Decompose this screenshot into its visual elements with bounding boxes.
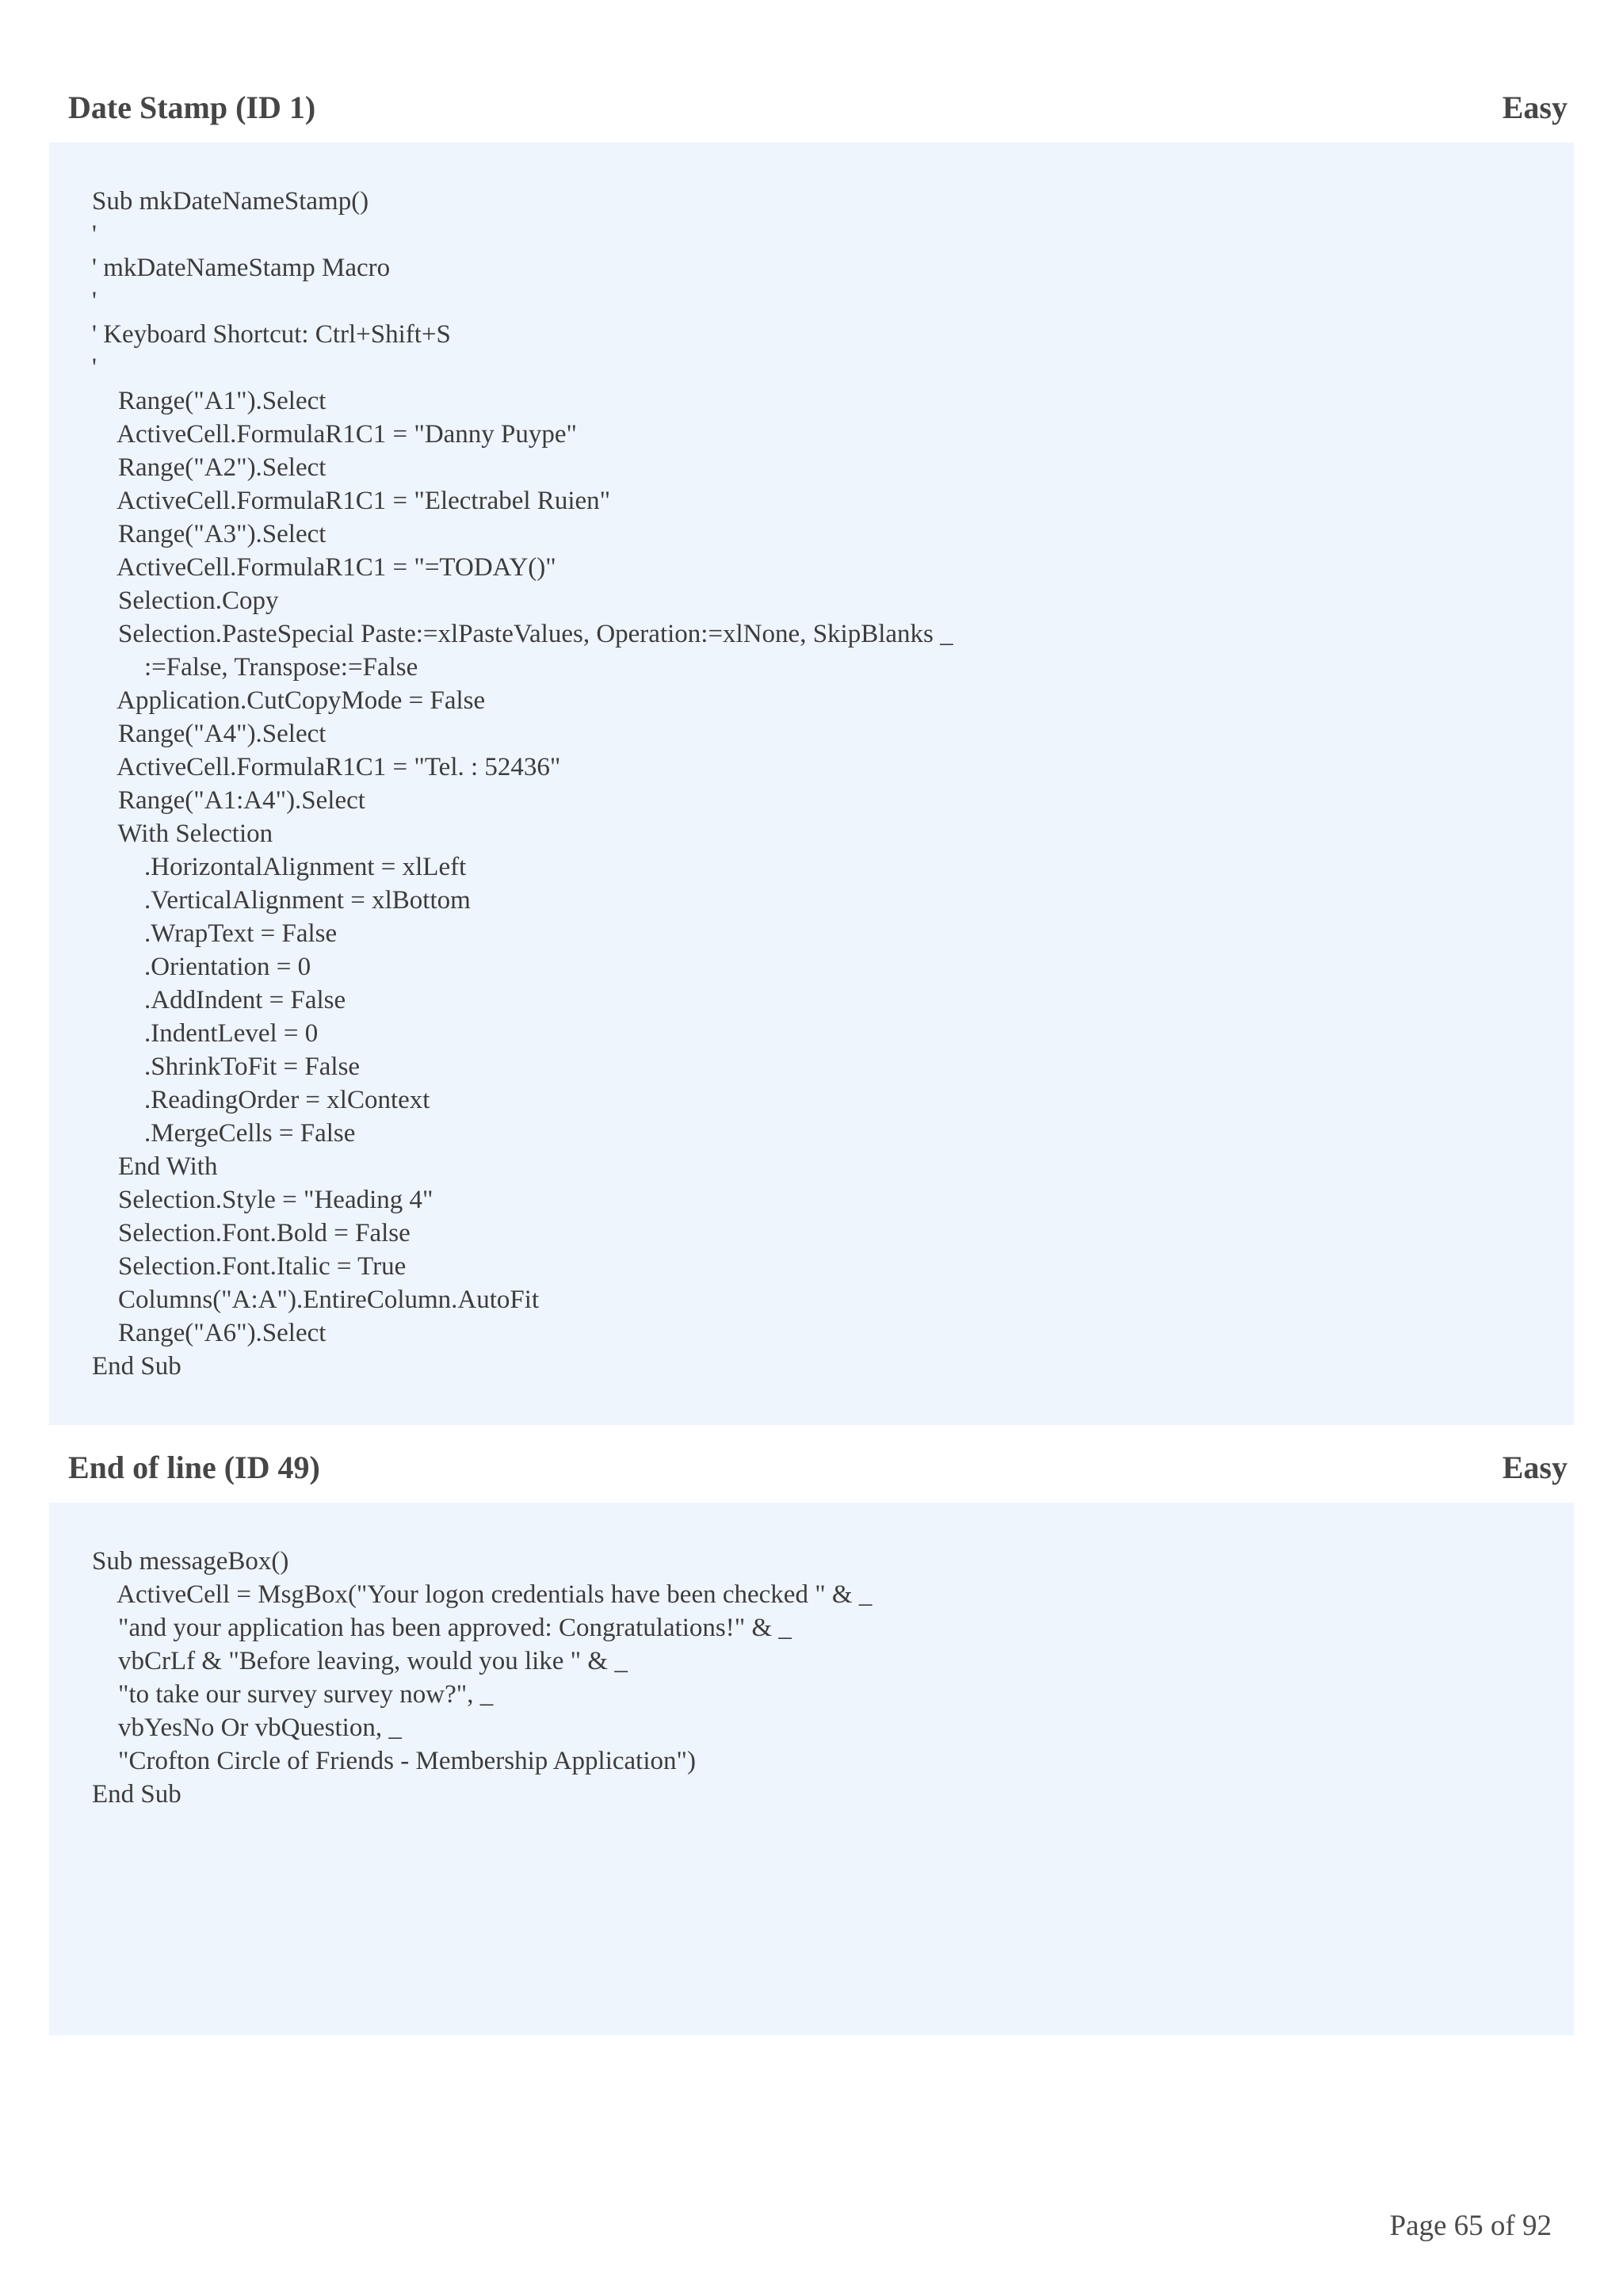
- code-line: Range("A1:A4").Select: [92, 786, 365, 815]
- code-line: .AddIndent = False: [92, 986, 346, 1014]
- code-line: ': [92, 353, 97, 382]
- code-line: Selection.Copy: [92, 586, 279, 615]
- code-line: Selection.Font.Italic = True: [92, 1252, 407, 1281]
- code-line: Selection.Style = "Heading 4": [92, 1186, 433, 1214]
- code-line: ActiveCell.FormulaR1C1 = "Tel. : 52436": [92, 753, 561, 781]
- code-line: ActiveCell.FormulaR1C1 = "=TODAY()": [92, 553, 556, 582]
- code-line: ': [92, 287, 97, 315]
- code-line: .ShrinkToFit = False: [92, 1052, 361, 1081]
- code-lines: [92, 185, 953, 1383]
- code-line: .MergeCells = False: [92, 1119, 356, 1148]
- code-line: ' Keyboard Shortcut: Ctrl+Shift+S: [92, 320, 451, 349]
- code-line: Range("A4").Select: [92, 720, 327, 748]
- code-line: Selection.PasteSpecial Paste:=xlPasteValues, Operation:=xlNone, SkipBlanks _: [92, 620, 953, 648]
- code-line: With Selection: [92, 819, 273, 848]
- code-block: [49, 1503, 1574, 2035]
- code-line: Columns("A:A").EntireColumn.AutoFit: [92, 1286, 540, 1314]
- code-line: ActiveCell = MsgBox("Your logon credentials have been checked " & _: [92, 1580, 873, 1609]
- code-lines: [92, 1545, 872, 1811]
- code-line: "Crofton Circle of Friends - Membership Application"): [92, 1747, 696, 1775]
- section-title: Date Stamp (ID 1): [68, 90, 316, 125]
- page-number: Page 65 of 92: [1389, 2210, 1552, 2242]
- code-line: End Sub: [92, 1352, 181, 1381]
- section-title: End of line (ID 49): [68, 1450, 320, 1485]
- code-line: Range("A3").Select: [92, 520, 327, 548]
- code-line: .ReadingOrder = xlContext: [92, 1086, 430, 1114]
- code-line: ActiveCell.FormulaR1C1 = "Danny Puype": [92, 420, 578, 449]
- code-line: ': [92, 220, 97, 249]
- section-header: [68, 89, 1568, 126]
- code-line: .IndentLevel = 0: [92, 1019, 319, 1048]
- code-line: End With: [92, 1152, 218, 1181]
- code-line: .WrapText = False: [92, 919, 338, 948]
- section-header: [68, 1449, 1568, 1486]
- code-line: ActiveCell.FormulaR1C1 = "Electrabel Ruien": [92, 487, 611, 515]
- code-line: .Orientation = 0: [92, 953, 311, 981]
- code-line: Selection.Font.Bold = False: [92, 1219, 411, 1247]
- code-line: Sub mkDateNameStamp(): [92, 187, 369, 216]
- code-line: End Sub: [92, 1780, 181, 1809]
- code-line: vbYesNo Or vbQuestion, _: [92, 1713, 402, 1742]
- code-line: Sub messageBox(): [92, 1547, 289, 1576]
- code-line: Range("A6").Select: [92, 1319, 327, 1347]
- difficulty-label: Easy: [1502, 90, 1568, 125]
- code-line: vbCrLf & "Before leaving, would you like " & _: [92, 1647, 628, 1675]
- code-line: ' mkDateNameStamp Macro: [92, 254, 391, 282]
- code-line: "to take our survey survey now?", _: [92, 1680, 494, 1709]
- code-line: "and your application has been approved: Congratulations!" & _: [92, 1614, 792, 1642]
- code-line: .HorizontalAlignment = xlLeft: [92, 853, 467, 881]
- code-line: :=False, Transpose:=False: [92, 653, 418, 682]
- code-line: Range("A2").Select: [92, 453, 327, 482]
- code-line: Application.CutCopyMode = False: [92, 686, 486, 715]
- code-line: .VerticalAlignment = xlBottom: [92, 886, 471, 915]
- code-line: Range("A1").Select: [92, 387, 327, 415]
- code-block: [49, 143, 1574, 1425]
- difficulty-label: Easy: [1502, 1450, 1568, 1485]
